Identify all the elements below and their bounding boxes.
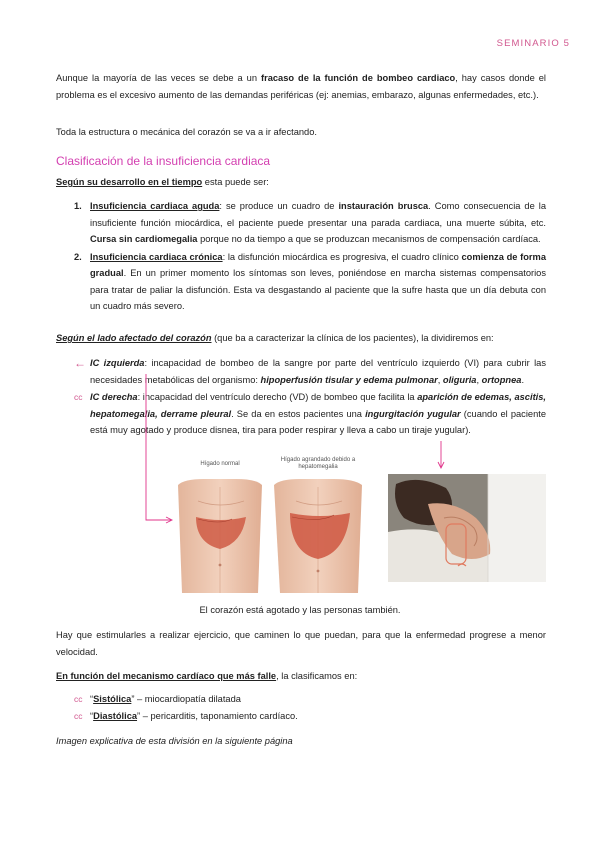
text: . Como consecuencia de la insuficiente función miocárdica, el paciente puede presentar una parada cardiaca, una muerte súbita, etc. xyxy=(90,201,546,228)
bold-italic-text: hipoperfusión tisular y edema pulmonar xyxy=(260,374,438,385)
exercise-paragraph: Hay que estimularles a realizar ejercicio, que caminen lo que puedan, para que la enfermedad progrese a menor velocidad. xyxy=(56,630,546,657)
development-lead xyxy=(56,174,546,191)
text: , xyxy=(476,374,482,385)
text: : se produce un cuadro de xyxy=(219,201,339,211)
list-item-right-hf xyxy=(74,389,546,439)
enlarged-liver-label: Hígado agrandado debido a hepatomegalia xyxy=(280,457,356,470)
underlined-lead: Según su desarrollo en el tiempo xyxy=(56,177,203,187)
bold-italic-text: aparición de edemas, ascitis, hepatomegalia, derrame pleural xyxy=(90,392,546,419)
item-title: IC derecha xyxy=(90,392,138,402)
list-number: 2. xyxy=(74,251,82,262)
normal-liver-label: Hígado normal xyxy=(200,461,240,467)
text: ” xyxy=(131,694,135,704)
intro-paragraph xyxy=(56,70,546,103)
list-item-systolic xyxy=(74,691,546,708)
list-number: 1. xyxy=(74,201,82,211)
side-lead xyxy=(56,330,546,347)
figure-caption: El corazón está agotado y las personas también. xyxy=(199,605,401,615)
item-title: Insuficiencia cardiaca aguda xyxy=(90,201,220,211)
text: , la clasificamos en: xyxy=(276,671,358,681)
text: . Se da en estos pacientes una xyxy=(231,408,366,419)
mechanism-list xyxy=(74,691,546,724)
jugular-distension-photo xyxy=(388,474,546,582)
text: – pericarditis, taponamiento cardíaco. xyxy=(140,710,298,721)
text: (que ba a caracterizar la clínica de los pacientes), la dividiremos en: xyxy=(211,333,494,343)
list-item-left-hf xyxy=(74,355,546,388)
torso-liver-figure xyxy=(174,457,366,593)
item-title: Diastólica xyxy=(93,710,138,721)
text: esta puede ser: xyxy=(202,177,269,187)
text: , hay casos donde el problema es el excesivo aumento de las demandas periféricas (ej: anemias, embarazo, algunas enfermedades, etc.). xyxy=(56,73,546,100)
bold-text: Cursa sin cardiomegalia xyxy=(90,234,198,244)
side-list xyxy=(74,355,546,439)
bullet-icon: cc xyxy=(74,710,83,721)
bold-text: comienza de forma gradual xyxy=(90,251,546,278)
text: , xyxy=(437,374,443,385)
mechanism-lead xyxy=(56,668,546,685)
text: . xyxy=(521,374,525,385)
text: – miocardiopatía dilatada xyxy=(134,694,241,704)
bold-text: instauración brusca xyxy=(338,201,429,211)
text: Aunque la mayoría de las veces se debe a un xyxy=(56,73,261,83)
underlined-lead: En función del mecanismo cardíaco que más falle xyxy=(56,671,277,681)
text: : la disfunción miocárdica es progresiva, el cuadro clínico xyxy=(222,251,462,262)
text: (cuando el paciente está muy agotado y produce disnea, tira para poder respirar y lleva a cabo un tiraje yugular). xyxy=(90,408,546,435)
bold-italic-text: ortopnea xyxy=(481,374,522,385)
item-title: Sistólica xyxy=(93,694,132,704)
text: ” xyxy=(137,710,141,721)
page-header: SEMINARIO 5 xyxy=(496,38,570,49)
structure-paragraph: Toda la estructura o mecánica del corazón se va a ir afectando. xyxy=(56,127,317,137)
hepatomegaly-illustration xyxy=(174,457,366,593)
text: : incapacidad de bombeo de la sangre por parte del ventrículo izquierdo (VI) para cubrir las necesidades metabólicas del organismo: xyxy=(90,358,546,385)
section-heading: Clasificación de la insuficiencia cardiaca xyxy=(56,154,271,168)
list-item-diastolic xyxy=(74,708,546,725)
list-item-acute xyxy=(74,198,546,248)
list-item-chronic xyxy=(74,249,546,315)
bold-text: fracaso de la función de bombeo cardiaco xyxy=(260,73,456,83)
arrowhead-icon xyxy=(438,462,444,468)
next-page-note: Imagen explicativa de esta división en la siguiente página xyxy=(56,736,293,746)
text: : incapacidad del ventrículo derecho (VD) de bombeo que facilita la xyxy=(137,392,418,402)
text: “ xyxy=(90,694,94,704)
arrowhead-icon xyxy=(166,517,172,523)
development-list xyxy=(74,198,546,315)
text: . En un primer momento los síntomas son leves, poniéndose en marcha sistemas compensatorios para tratar de paliar la disfunción. Esta va desgastando al paciente que la sufre hasta que un día debuta con un cuadro más severo. xyxy=(90,268,546,311)
patient-neck-photo xyxy=(388,474,546,582)
underlined-lead: Según el lado afectado del corazón xyxy=(56,333,212,343)
bold-italic-text: oliguria xyxy=(442,374,477,385)
text: “ xyxy=(90,710,94,721)
arrow-left-icon: ← xyxy=(74,356,86,370)
bullet-icon: cc xyxy=(74,694,83,704)
item-title: Insuficiencia cardiaca crónica xyxy=(90,251,223,262)
bold-italic-text: ingurgitación yugular xyxy=(365,408,461,419)
text: porque no da tiempo a que se produzcan mecanismos de compensación cardíaca. xyxy=(197,234,541,244)
item-title: IC izquierda xyxy=(90,358,145,368)
bullet-icon: cc xyxy=(74,392,83,402)
